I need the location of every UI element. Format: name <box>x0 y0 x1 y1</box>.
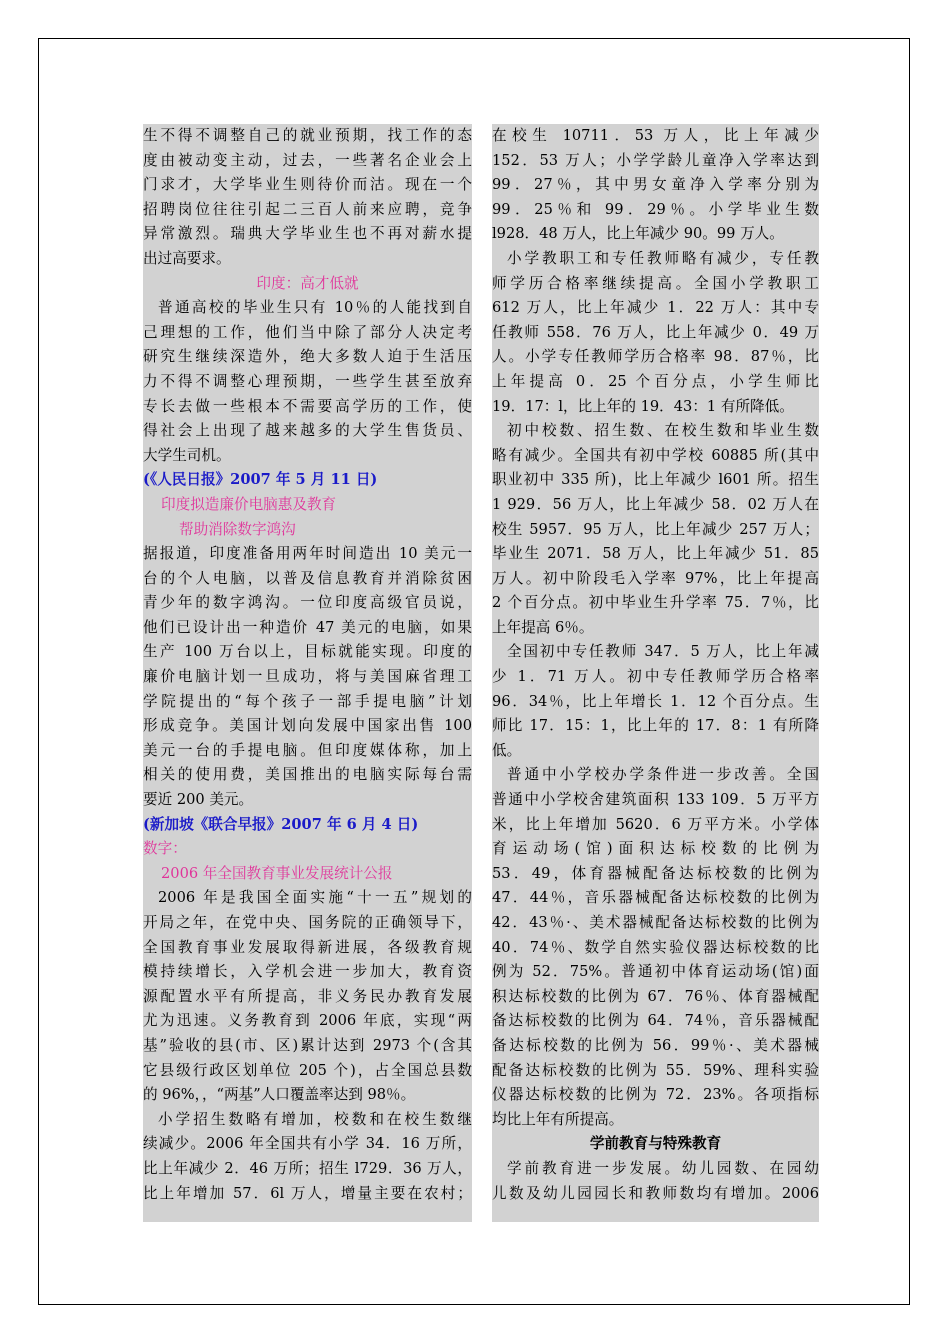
text-line: 比上年增加 57．6l 万人，增量主要在农村； <box>143 1184 472 1202</box>
text-line: 台的个人电脑，以普及信息教育并消除贫困 <box>143 569 472 587</box>
text-line: 万人。初中阶段毛入学率 97%，比上年提高 <box>492 569 819 587</box>
primary-school-paragraph <box>143 1108 472 1206</box>
text-line: 40．74％、数学自然实验仪器达标校数的比 <box>492 938 819 956</box>
text-line: 学院提出的“每个孩子一部手提电脑”计划 <box>143 692 472 710</box>
text-line: 他们已设计出一种造价 47 美元的电脑，如果 <box>143 618 472 636</box>
text-line: 152．53 万人；小学学龄儿童净入学率达到 <box>492 151 819 169</box>
text-line: 廉价电脑计划一旦成功，将与美国麻省理工 <box>143 668 472 686</box>
text-line: 源配置水平有所提高，非义务民办教育发展 <box>143 987 472 1005</box>
laptop-heading-line-2: 帮助消除数字鸿沟 <box>179 520 296 538</box>
text-line: 配备达标校数的比例为 55．59%、理科实验 <box>492 1061 819 1079</box>
text-line: 研究生继续深造外，绝大多数人迫于生活压 <box>143 348 472 366</box>
text-line: 小学招生数略有增加，校数和在校生数继 <box>158 1110 472 1128</box>
text-line: 生不得不调整自己的就业预期，找工作的态 <box>143 127 472 144</box>
text-line: 19．17：l，比上年的 19．43：1 有所降低。 <box>492 397 794 415</box>
intro-paragraph <box>143 124 472 272</box>
text-line: 学前教育进一步发展。幼儿园数、在园幼 <box>507 1159 819 1177</box>
text-line: 招聘岗位往往引起二三百人前来应聘，竞争 <box>143 200 472 218</box>
primary-teachers-paragraph <box>492 247 819 419</box>
text-line: 仪器达标校数的比例为 72．23%。各项指标 <box>492 1086 819 1104</box>
india-paragraph <box>143 296 472 468</box>
text-line: 的 96%，，“两基”人口覆盖率达到 98％。 <box>143 1086 416 1104</box>
text-line: 全国教育事业发展取得新进展，各级教育规 <box>143 938 472 956</box>
text-line: 己理想的工作，他们当中除了部分人决定考 <box>143 323 472 341</box>
text-line: 美元一台的手提电脑。但印度媒体称，加上 <box>143 741 472 759</box>
text-line: 42．43％·、美术器械配备达标校数的比例为 <box>492 914 819 931</box>
text-line: 上年提高 6％。 <box>492 618 594 636</box>
text-line: 开局之年，在党中央、国务院的正确领导下， <box>143 914 472 931</box>
text-line: 门求才，大学毕业生则待价而沽。现在一个 <box>143 176 472 194</box>
text-line: 2006 年是我国全面实施“十一五”规划的 <box>158 889 472 907</box>
text-line: 备达标校数的比例为 64．74％，音乐器械配 <box>492 1012 819 1030</box>
stats-heading: 2006 年全国教育事业发展统计公报 <box>161 864 393 882</box>
text-line: 均比上年有所提高。 <box>492 1110 624 1128</box>
text-line: 1 929．56 万人，比上年减少 58．02 万人在 <box>492 495 819 513</box>
text-line: 要近 200 美元。 <box>143 791 254 809</box>
text-line: 职业初中 335 所)，比上年减少 l601 所。招生 <box>492 471 819 489</box>
text-line: 米，比上年增加 5620．6 万平方米。小学体 <box>492 815 819 833</box>
text-line: 96．34％，比上年增长 1．12 个百分点。生 <box>492 692 819 710</box>
text-line: 全国初中专任教师 347．5 万人，比上年减 <box>507 643 819 661</box>
right-column <box>492 124 819 1222</box>
text-line: 专长去做一些根本不需要高学历的工作，使 <box>143 397 472 415</box>
text-line: 在校生 10711．53 万人，比上年减少 <box>492 127 819 144</box>
text-line: 人。小学专任教师学历合格率 98．87％，比 <box>492 348 819 366</box>
left-column <box>143 124 472 1222</box>
text-line: 备达标校数的比例为 56．99％·、美术器械 <box>492 1036 819 1054</box>
text-line: 毕业生 2071．58 万人，比上年减少 51．85 <box>492 545 819 563</box>
text-line: 青少年的数字鸿沟。一位印度高级官员说， <box>143 594 472 612</box>
text-line: 比上年减少 2．46 万所；招生 l729．36 万人， <box>143 1159 472 1177</box>
text-line: 校生 5957．95 万人，比上年减少 257 万人； <box>492 520 819 538</box>
text-line: 612 万人，比上年减少 1．22 万人：其中专 <box>492 299 819 317</box>
text-line: 普通中小学校办学条件进一步改善。全国 <box>507 766 819 784</box>
text-line: 基”验收的县(市、区)累计达到 2973 个(含其 <box>143 1036 472 1054</box>
text-line: 师学历合格率继续提高。全国小学教职工 <box>492 274 819 292</box>
text-line: 它县级行政区划单位 205 个)，占全国总县数 <box>143 1061 472 1079</box>
preschool-paragraph <box>492 1157 819 1206</box>
junior-teachers-paragraph <box>492 640 819 763</box>
school-conditions-paragraph <box>492 763 819 1132</box>
india-heading: 印度：高才低就 <box>256 274 359 292</box>
text-line: 尤为迅速。义务教育到 2006 年底，实现“两 <box>143 1012 472 1030</box>
enrollment-paragraph <box>492 124 819 247</box>
text-line: 上年提高 0．25 个百分点，小学生师比 <box>492 372 819 390</box>
source-citation: (新加坡《联合早报》2007 年 6 月 4 日) <box>143 815 419 833</box>
text-line: 普通中小学校舍建筑面积 133 109．5 万平方 <box>492 791 819 809</box>
text-line: 少 1．71 万人。初中专任教师学历合格率 <box>492 668 819 686</box>
text-line: 续减少。2006 年全国共有小学 34．16 万所， <box>143 1135 472 1153</box>
laptop-heading-line-1: 印度拟造廉价电脑惠及教育 <box>161 495 337 513</box>
text-line: 异常激烈。瑞典大学毕业生也不再对薪水提 <box>143 225 472 243</box>
text-line: 大学生司机。 <box>143 446 231 464</box>
text-line: 小学教职工和专任教师略有减少，专任教 <box>507 249 819 267</box>
text-line: 儿数及幼儿园园长和教师数均有增加。2006 <box>492 1184 819 1202</box>
text-line: 初中校数、招生数、在校生数和毕业生数 <box>507 422 819 440</box>
text-line: l928．48 万人，比上年减少 90。99 万人。 <box>492 225 784 243</box>
text-line: 师比 17．15：1，比上年的 17．8：1 有所降 <box>492 717 819 735</box>
text-line: 力不得不调整心理预期，一些学生甚至放弃 <box>143 372 472 390</box>
text-line: 普通高校的毕业生只有 10％的人能找到自 <box>158 299 472 317</box>
laptop-paragraph <box>143 542 472 813</box>
text-line: 育运动场(馆)面积达标校数的比例为 <box>492 840 819 858</box>
stats-paragraph <box>143 886 472 1107</box>
text-line: 度由被动变主动，过去，一些著名企业会上 <box>143 151 472 169</box>
text-line: 形成竞争。美国计划向发展中国家出售 100 <box>143 717 472 735</box>
text-line: 53．49，体育器械配备达标校数的比例为 <box>492 864 819 882</box>
source-citation: (《人民日报》2007 年 5 月 11 日) <box>143 471 378 489</box>
text-line: 据报道，印度准备用两年时间造出 10 美元一 <box>143 545 472 563</box>
text-line: 任教师 558．76 万人，比上年减少 0．49 万 <box>492 323 819 341</box>
text-line: 积达标校数的比例为 67．76％、体育器械配 <box>492 987 819 1005</box>
numbers-label: 数字： <box>143 840 187 858</box>
text-line: 例为 52．75%。普通初中体育运动场(馆)面 <box>492 963 819 981</box>
text-line: 47．44％，音乐器械配备达标校数的比例为 <box>492 889 819 907</box>
text-line: 模持续增长，入学机会进一步加大，教育资 <box>143 963 472 981</box>
text-line: 略有减少。全国共有初中学校 60885 所(其中 <box>492 446 819 464</box>
text-line: 99．27％，其中男女童净入学率分别为 <box>492 176 819 194</box>
text-line: 得社会上出现了越来越多的大学生售货员、 <box>143 422 472 440</box>
text-line: 出过高要求。 <box>143 249 231 267</box>
text-line: 99．25％和 99．29％。小学毕业生数 <box>492 200 819 218</box>
junior-middle-paragraph <box>492 419 819 640</box>
preschool-heading: 学前教育与特殊教育 <box>589 1135 722 1153</box>
text-line: 相关的使用费，美国推出的电脑实际每台需 <box>143 766 472 784</box>
text-line: 2 个百分点。初中毕业生升学率 75．7％，比 <box>492 594 819 612</box>
text-line: 低。 <box>492 741 522 759</box>
text-line: 生产 100 万台以上，目标就能实现。印度的 <box>143 643 472 661</box>
